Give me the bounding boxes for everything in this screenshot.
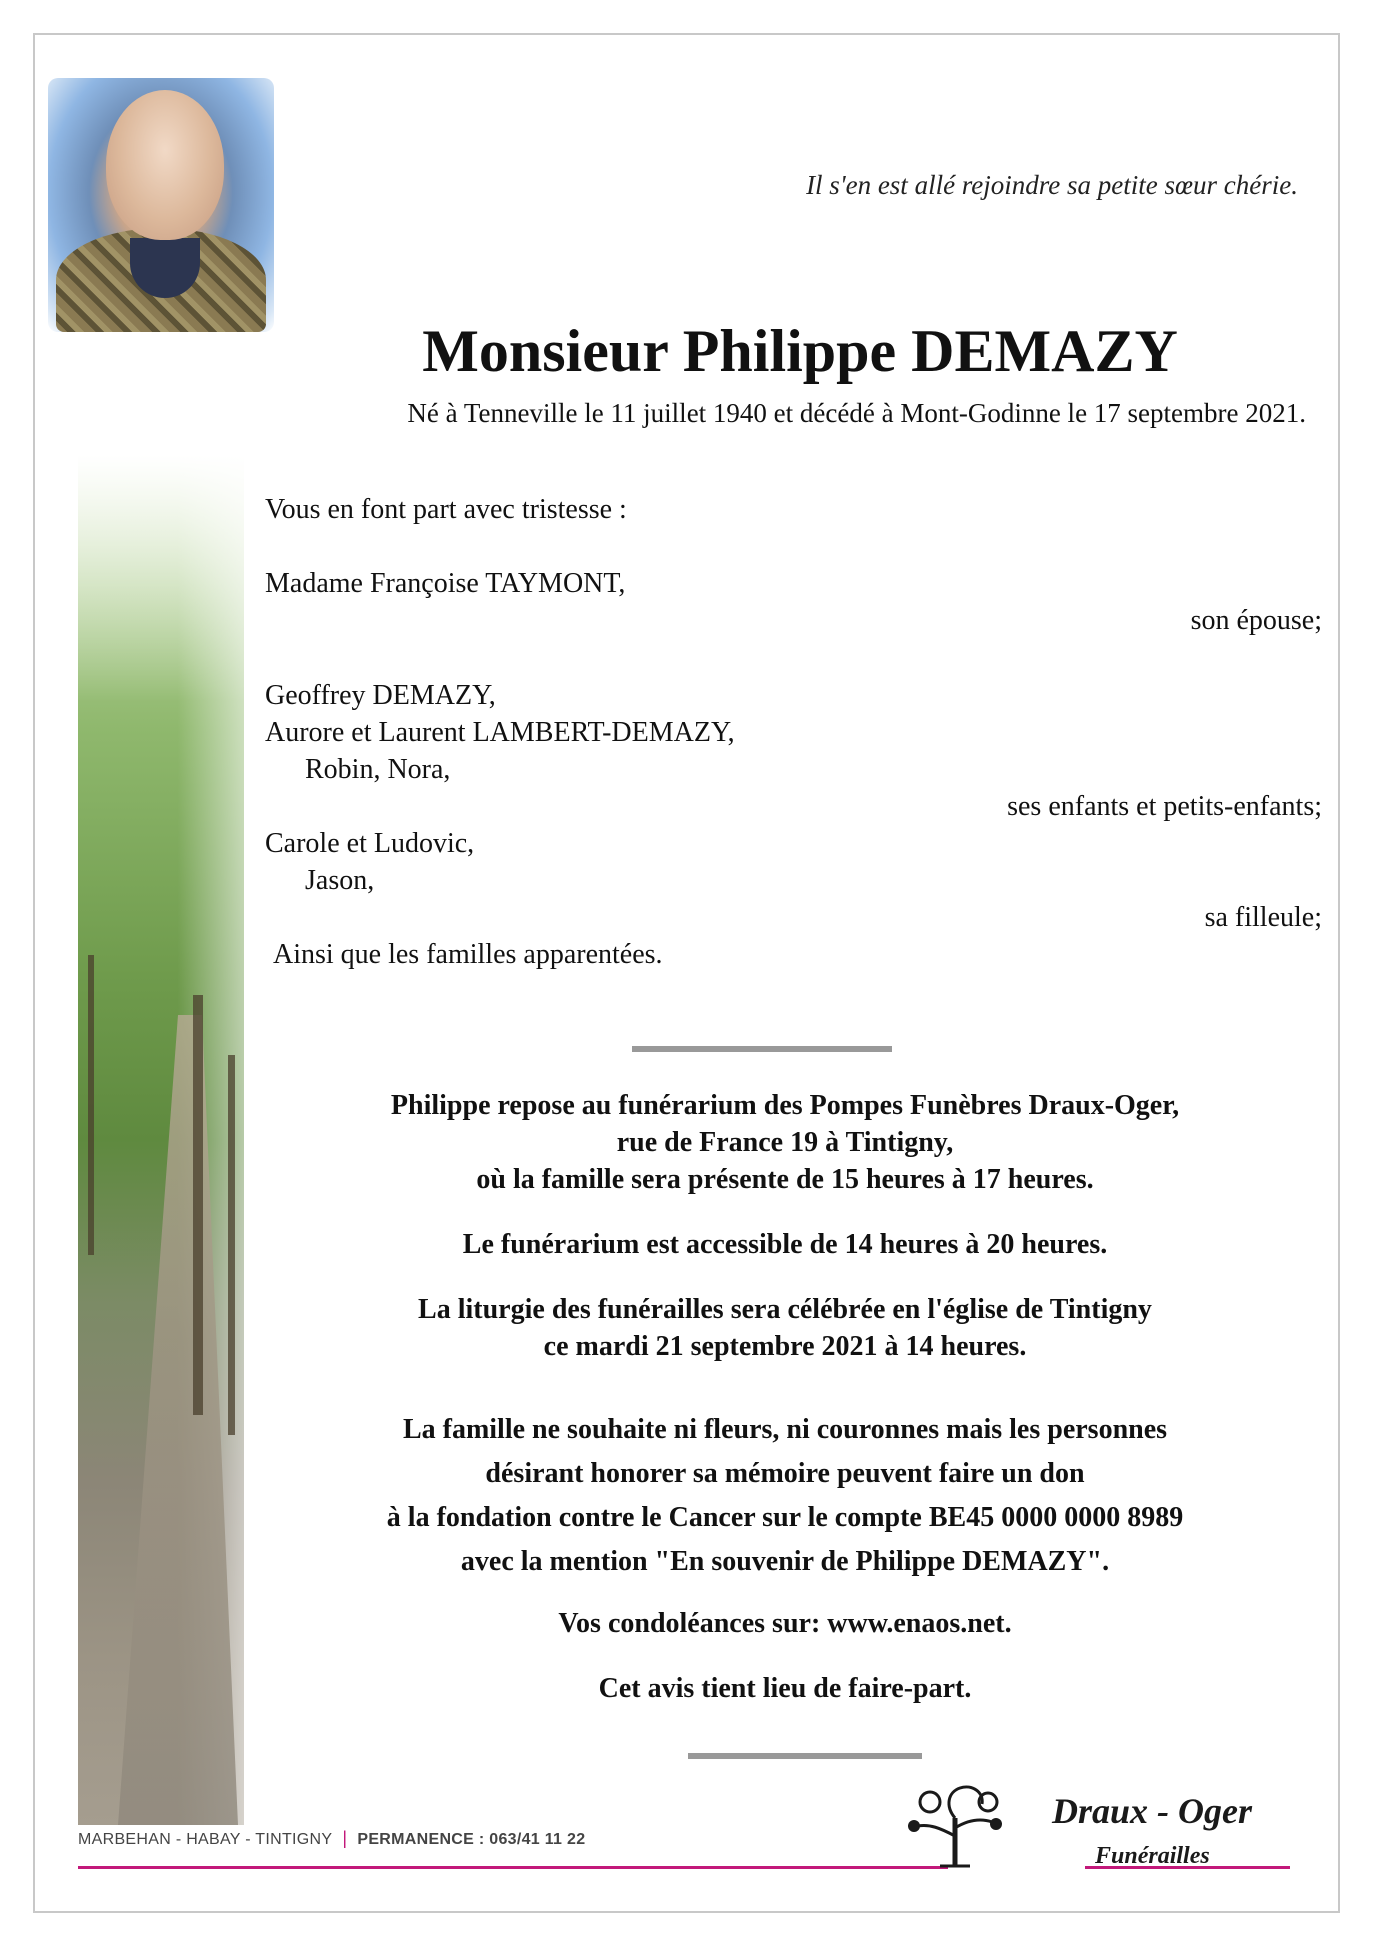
divider-bottom [688, 1753, 922, 1759]
donation-line: avec la mention "En souvenir de Philippe DEMAZY". [460, 1546, 1110, 1577]
child-name: Geoffrey DEMAZY, [265, 680, 496, 711]
families-line: Ainsi que les familles apparentées. [273, 939, 663, 970]
rest-line: rue de France 19 à Tintigny, [616, 1127, 954, 1158]
brand-subtitle: Funérailles [1095, 1843, 1210, 1869]
liturgy-line: ce mardi 21 septembre 2021 à 14 heures. [543, 1331, 1027, 1362]
notice-line: Cet avis tient lieu de faire-part. [598, 1673, 972, 1704]
godchild-parents: Carole et Ludovic, [265, 828, 475, 859]
footer-locations: MARBEHAN - HABAY - TINTIGNY [78, 1831, 333, 1848]
announcement-intro: Vous en font part avec tristesse : [265, 494, 627, 525]
spouse-relation: son épouse; [1190, 605, 1322, 636]
footer-separator: | [342, 1828, 348, 1848]
condolences-line: Vos condoléances sur: www.enaos.net. [558, 1608, 1012, 1639]
tree-logo-icon [900, 1778, 1010, 1870]
liturgy-line: La liturgie des funérailles sera célébrée en l'église de Tintigny [418, 1294, 1152, 1325]
footer-contact [78, 1828, 585, 1849]
portrait-photo [48, 78, 274, 332]
donation-line: désirant honorer sa mémoire peuvent faire un don [485, 1458, 1085, 1489]
godchild-name: Jason, [305, 865, 375, 896]
tree-trunk [228, 1055, 235, 1435]
access-line: Le funérarium est accessible de 14 heures à 20 heures. [462, 1229, 1108, 1260]
quote: Il s'en est allé rejoindre sa petite sœur chérie. [806, 170, 1298, 200]
donation-line: à la fondation contre le Cancer sur le compte BE45 0000 0000 8989 [386, 1502, 1184, 1533]
tree-trunk [88, 955, 94, 1255]
footer-accent-line [78, 1866, 948, 1869]
tree-trunk [193, 995, 203, 1415]
godchild-relation: sa filleule; [1204, 902, 1322, 933]
spouse-name: Madame Françoise TAYMONT, [265, 568, 626, 599]
portrait-face [106, 90, 224, 240]
brand-name: Draux - Oger [1052, 1791, 1253, 1831]
child-name: Aurore et Laurent LAMBERT-DEMAZY, [265, 717, 735, 748]
deceased-name: Monsieur Philippe DEMAZY [422, 318, 1178, 384]
forest-path [118, 1015, 238, 1825]
rest-line: Philippe repose au funérarium des Pompes Funèbres Draux-Oger, [390, 1090, 1180, 1121]
rest-line: où la famille sera présente de 15 heures à 17 heures. [476, 1164, 1094, 1195]
forest-path-image [78, 455, 244, 1825]
deceased-dates: Né à Tenneville le 11 juillet 1940 et décédé à Mont-Godinne le 17 septembre 2021. [407, 398, 1306, 428]
children-relation: ses enfants et petits-enfants; [1007, 791, 1322, 822]
divider-top [632, 1046, 892, 1052]
grandchildren-names: Robin, Nora, [305, 754, 451, 785]
donation-line: La famille ne souhaite ni fleurs, ni couronnes mais les personnes [402, 1414, 1168, 1445]
footer-permanence: PERMANENCE : 063/41 11 22 [357, 1831, 586, 1848]
